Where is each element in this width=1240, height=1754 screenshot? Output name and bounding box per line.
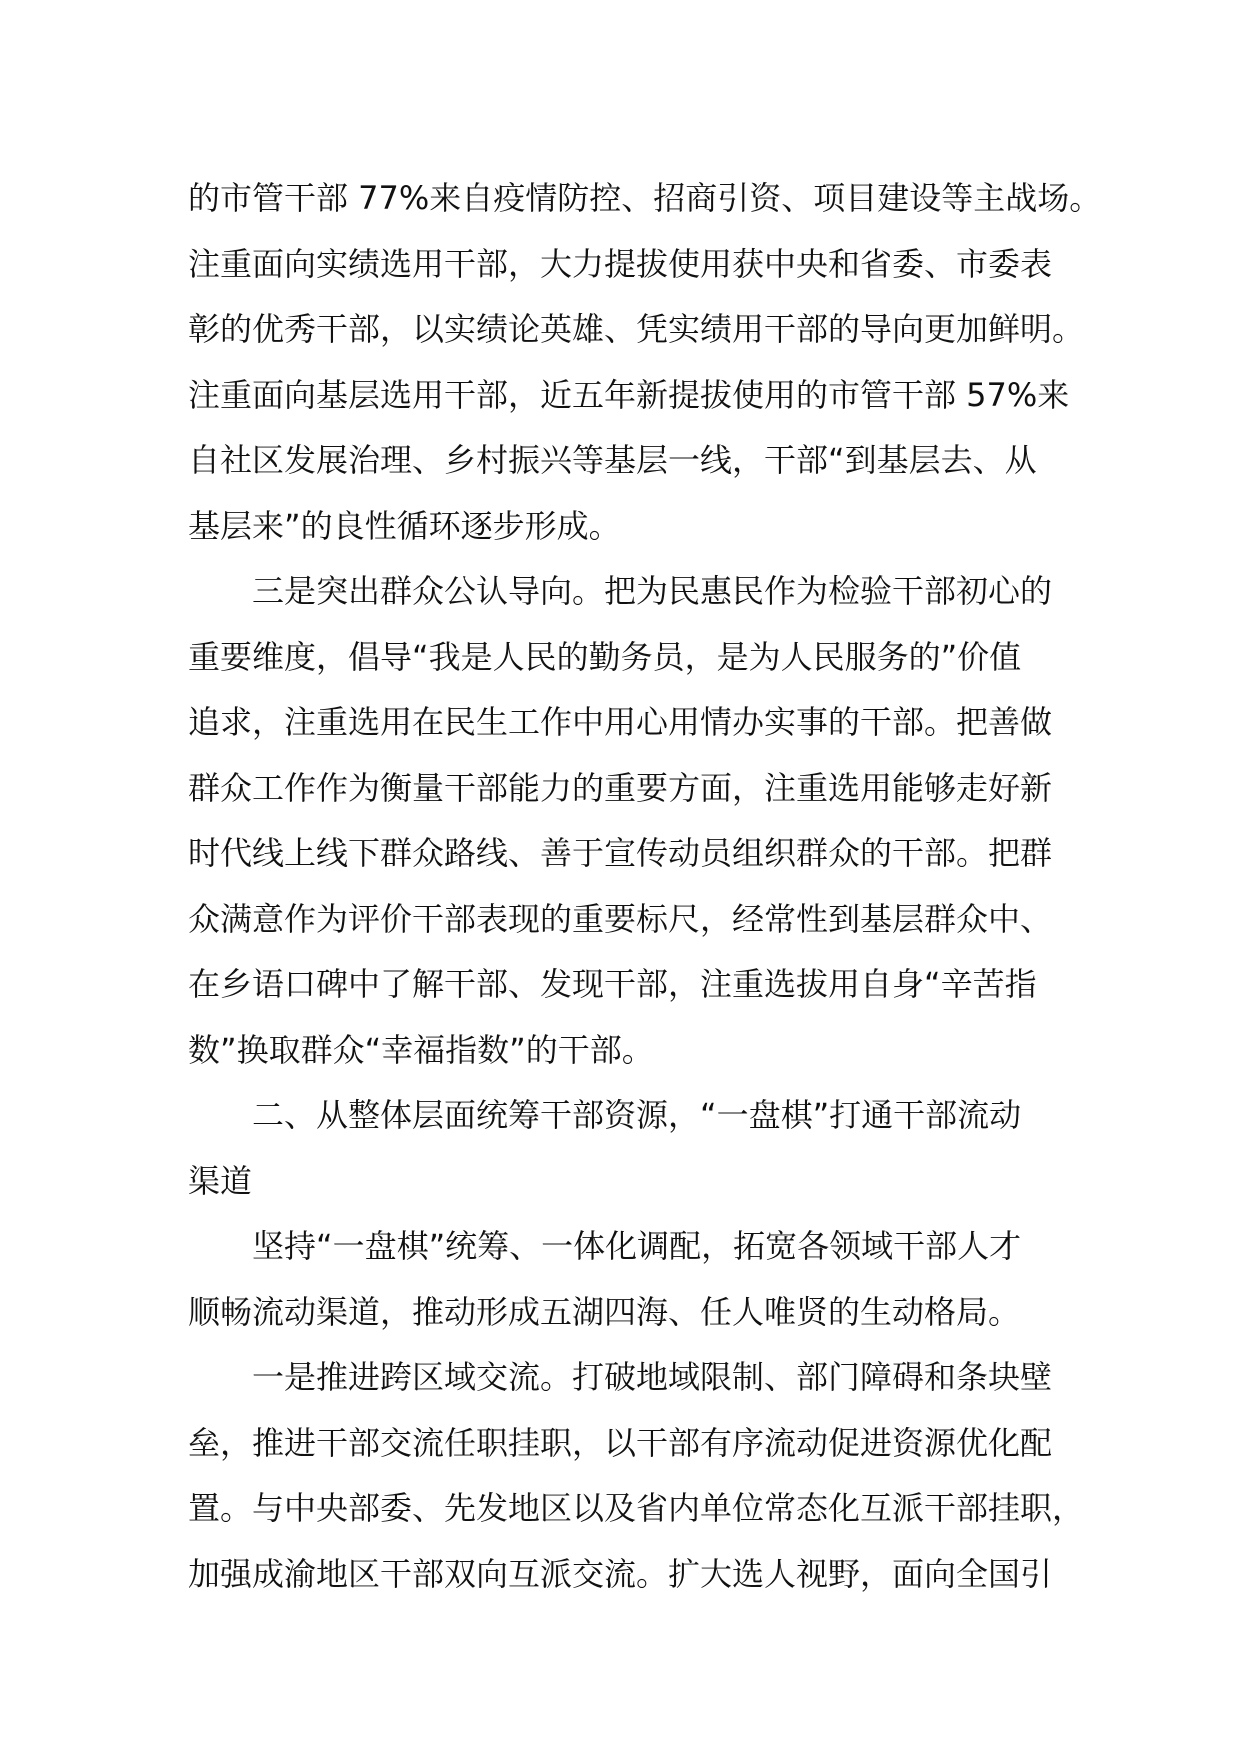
section-heading-line: 二、从整体层面统筹干部资源，“一盘棋”打通干部流动 bbox=[188, 1096, 1022, 1134]
text-line: 彰的优秀干部，以实绩论英雄、凭实绩用干部的导向更加鲜明。 bbox=[188, 310, 1085, 348]
text-line: 的市管干部 77%来自疫情防控、招商引资、项目建设等主战场。 bbox=[188, 179, 1102, 217]
text-line: 置。与中央部委、先发地区以及省内单位常态化互派干部挂职， bbox=[188, 1489, 1085, 1527]
body-text bbox=[188, 166, 1102, 1607]
text-line: 自社区发展治理、乡村振兴等基层一线，干部“到基层去、从 bbox=[188, 441, 1037, 479]
text-line: 追求，注重选用在民生工作中用心用情办实事的干部。把善做 bbox=[188, 703, 1053, 741]
text-line: 一是推进跨区域交流。打破地域限制、部门障碍和条块壁 bbox=[188, 1358, 1053, 1396]
text-line: 注重面向实绩选用干部，大力提拔使用获中央和省委、市委表 bbox=[188, 244, 1053, 283]
text-line: 重要维度，倡导“我是人民的勤务员，是为人民服务的”价值 bbox=[188, 637, 1022, 676]
text-line: 众满意作为评价干部表现的重要标尺，经常性到基层群众中、 bbox=[188, 899, 1053, 938]
text-line: 注重面向基层选用干部，近五年新提拔使用的市管干部 57%来 bbox=[188, 375, 1070, 414]
text-line: 坚持“一盘棋”统筹、一体化调配，拓宽各领域干部人才 bbox=[188, 1227, 1022, 1265]
text-line: 基层来”的良性循环逐步形成。 bbox=[188, 506, 621, 545]
text-line: 群众工作作为衡量干部能力的重要方面，注重选用能够走好新 bbox=[188, 768, 1053, 807]
section-heading-line: 渠道 bbox=[188, 1161, 253, 1200]
text-line: 时代线上线下群众路线、善于宣传动员组织群众的干部。把群 bbox=[188, 834, 1053, 872]
text-line: 顺畅流动渠道，推动形成五湖四海、任人唯贤的生动格局。 bbox=[188, 1292, 1021, 1331]
text-line: 加强成渝地区干部双向互派交流。扩大选人视野，面向全国引 bbox=[188, 1554, 1053, 1593]
text-line: 数”换取群众“幸福指数”的干部。 bbox=[188, 1030, 654, 1069]
text-line: 垒，推进干部交流任职挂职，以干部有序流动促进资源优化配 bbox=[188, 1423, 1053, 1462]
text-line: 在乡语口碑中了解干部、发现干部，注重选拔用自身“辛苦指 bbox=[188, 965, 1037, 1003]
text-line: 三是突出群众公认导向。把为民惠民作为检验干部初心的 bbox=[188, 572, 1053, 610]
